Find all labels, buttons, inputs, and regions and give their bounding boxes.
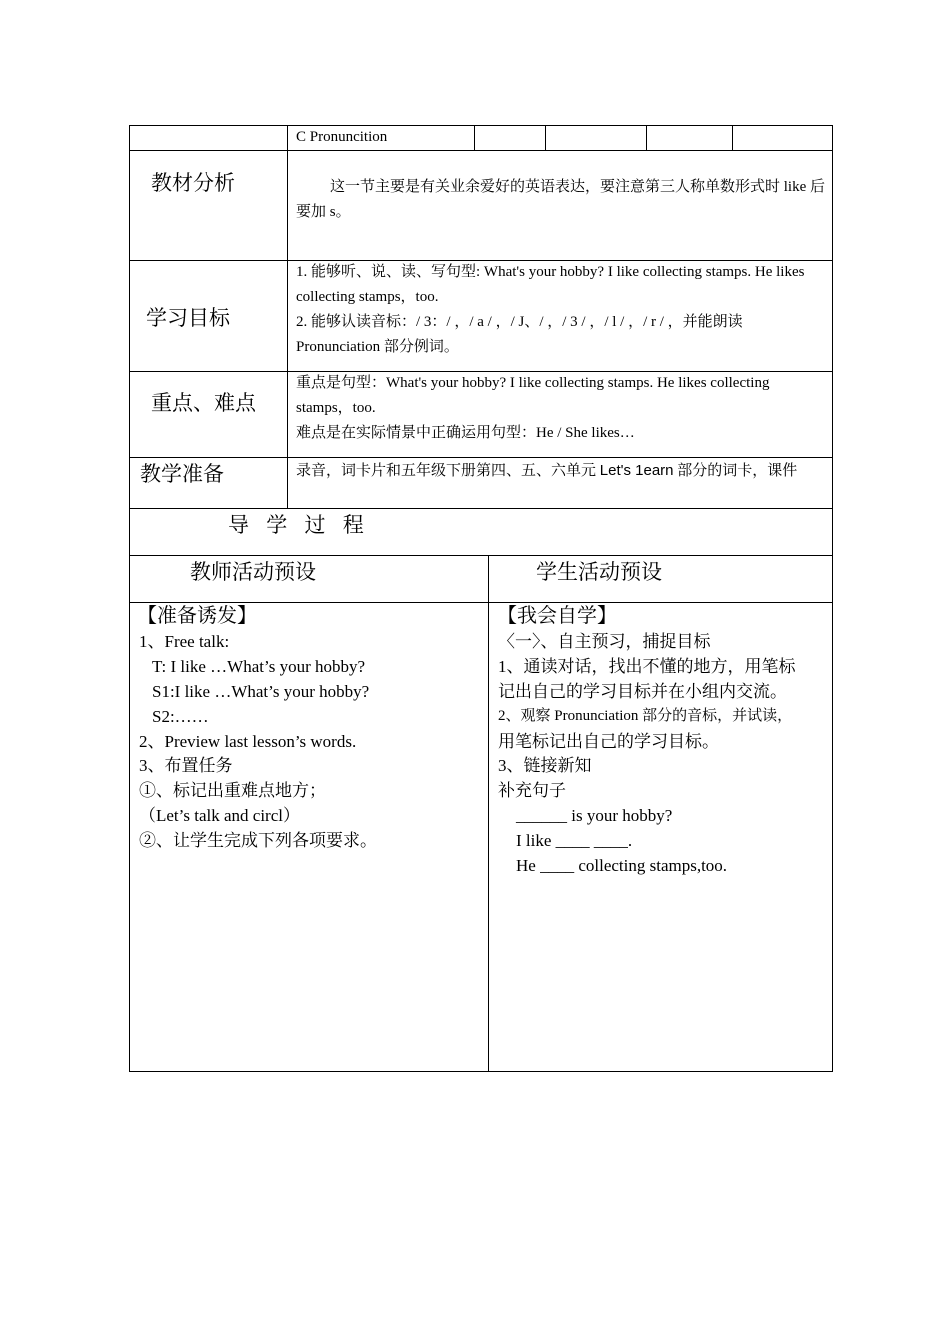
student-line: 用笔标记出自己的学习目标。 [498,732,719,751]
teacher-line: 3、布置任务 [139,756,233,775]
student-activity-header: 学生活动预设 [536,560,662,584]
header-cell-divider [474,125,475,150]
teacher-line: S1:I like …What’s your hobby? [152,682,370,701]
student-line: 记出自己的学习目标并在小组内交流。 [498,682,787,701]
key-points-line1: 重点是句型：What's your hobby? I like collecting stamps. He likes collecting stamps，too. [296,375,770,416]
activity-column-divider [488,555,489,1072]
student-line: 3、链接新知 [498,756,592,775]
header-cell-divider [545,125,546,150]
teacher-line: ②、让学生完成下列各项要求。 [139,831,377,850]
header-cell-divider [646,125,647,150]
learning-goals-line2: 2. 能够认读音标：/ 3：/ ，/ a / ，/ J、/ ，/ 3 / ，/ l / ，/ r / ，并能朗读 Pronunciation 部分例词。 [296,314,743,355]
preparation-text: 录音，词卡片和五年级下册第四、五、六单元 [296,463,600,479]
label-column-divider [287,125,288,508]
student-line: 1、通读对话，找出不懂的地方，用笔标 [498,657,796,676]
teacher-line: ①、标记出重难点地方； [139,781,326,800]
preparation-lets-learn: Let's 1earn [599,462,674,479]
header-cell-divider [732,125,733,150]
row-divider [129,150,833,151]
teacher-line: T: I like …What’s your hobby? [152,657,366,676]
teacher-activity-header: 教师活动预设 [190,560,316,584]
teacher-line: （Let’s talk and circl） [139,806,300,825]
teacher-line: 1、Free talk: [139,632,230,651]
student-line: 2、观察 Pronunciation 部分的音标，并试读， [498,708,793,724]
key-points-label: 重点、难点 [151,391,256,415]
student-line: ______ is your hobby? [516,806,673,825]
student-line: I like ____ ____. [516,831,633,850]
student-heading: 【我会自学】 [497,605,617,627]
key-points-line2: 难点是在实际情景中正确运用句型：He / She likes… [296,425,635,441]
teacher-line: S2:…… [152,707,209,726]
textbook-analysis-label: 教材分析 [151,171,235,195]
lesson-part: C Pronuncition [296,129,388,145]
teacher-line: 2、Preview last lesson’s words. [139,732,357,751]
learning-goals-label: 学习目标 [146,306,230,330]
preparation-label: 教学准备 [140,462,224,486]
process-title: 导 学 过 程 [228,513,370,537]
student-line: He ____ collecting stamps,too. [516,856,728,875]
learning-goals-line1: 1. 能够听、说、读、写句型: What's your hobby? I like collecting stamps. He likes collecting stamps，too. [296,264,805,305]
textbook-analysis-content: 这一节主要是有关业余爱好的英语表达，要注意第三人称单数形式时 like 后要加 s。 [296,179,825,220]
student-line: 〈一〉、自主预习，捕捉目标 [498,632,711,651]
student-line: 补充句子 [498,781,566,800]
preparation-text-end: 部分的词卡，课件 [673,463,798,479]
teacher-heading: 【准备诱发】 [137,605,257,627]
preparation-content [296,458,828,484]
